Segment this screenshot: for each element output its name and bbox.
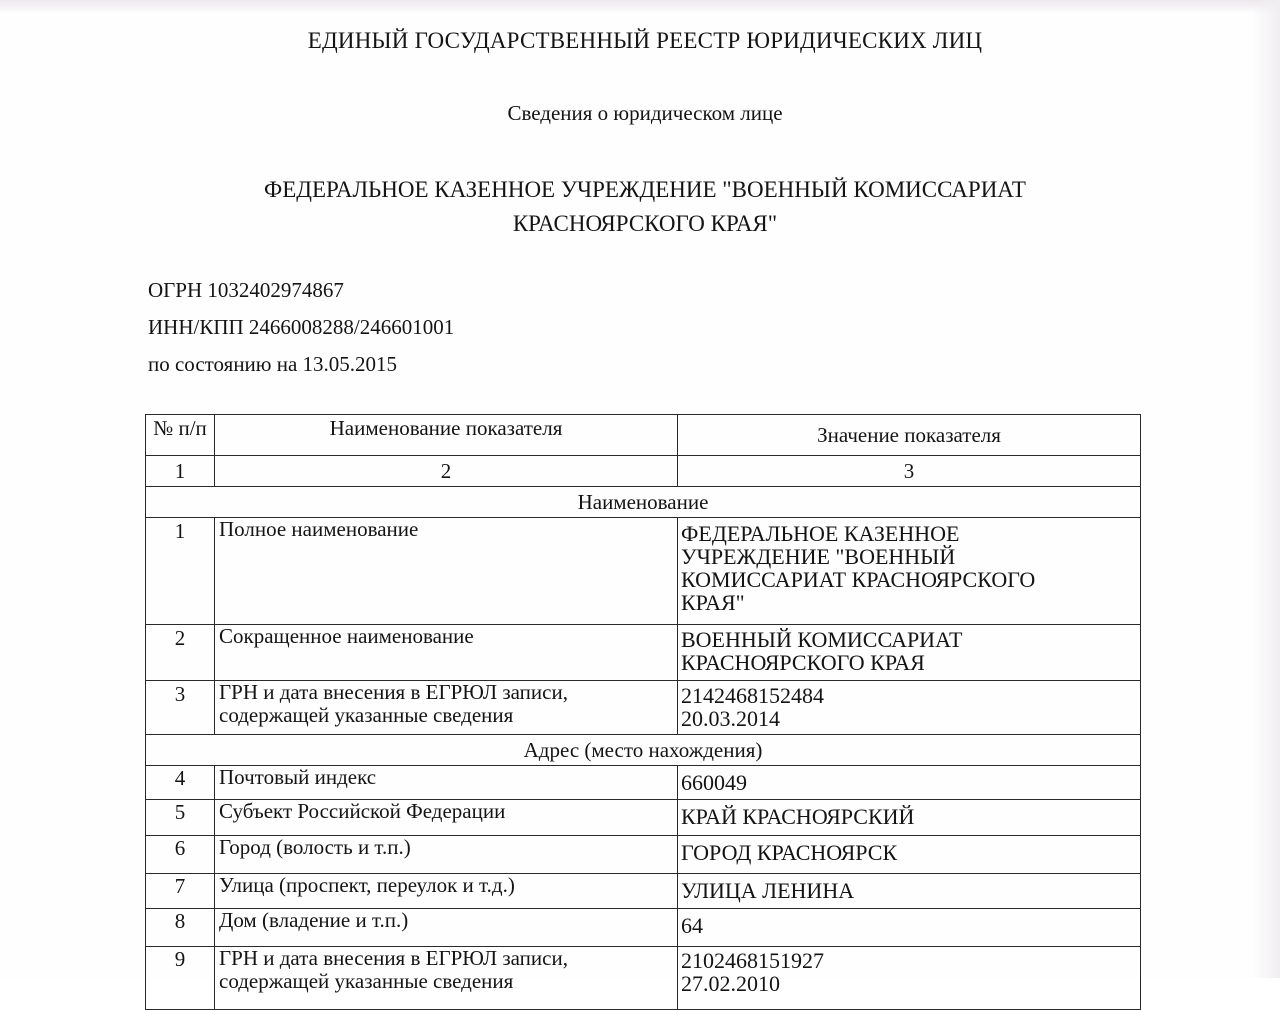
table-row [146,947,1141,1010]
table-row [146,681,1141,735]
indicator-name [215,836,678,874]
indicator-value-line: 20.03.2014 [681,706,780,731]
table-row [146,625,1141,681]
indicator-value [678,766,1141,800]
table-header-row [146,415,1141,456]
indicator-value-line: ГОРОД КРАСНОЯРСК [681,840,898,865]
indicator-name-line: Почтовый индекс [219,765,377,789]
section-header-row [146,735,1141,766]
indicator-value-line: КРАЯ" [681,590,745,615]
column-number: 1 [146,456,215,487]
table-row [146,766,1141,800]
indicator-name-line: Дом (владение и т.п.) [219,908,409,932]
indicator-value-line: 64 [681,913,703,938]
indicator-name-line: Полное наименование [219,517,419,541]
indicator-name-line: Город (волость и т.п.) [219,835,411,859]
indicator-value-line: ВОЕННЫЙ КОМИССАРИАТ [681,627,963,652]
table-row [146,836,1141,874]
column-number: 3 [678,456,1141,487]
indicator-value-line: УЧРЕЖДЕНИЕ "ВОЕННЫЙ [681,544,956,569]
row-number: 1 [146,518,215,625]
indicator-value [678,681,1141,735]
registry-title: ЕДИНЫЙ ГОСУДАРСТВЕННЫЙ РЕЕСТР ЮРИДИЧЕСКИХ ЛИЦ [307,28,983,53]
as-of-date-line: по состоянию на 13.05.2015 [148,352,398,376]
inn-kpp-line: ИНН/КПП 2466008288/246601001 [148,315,455,339]
organization-name-line-1: ФЕДЕРАЛЬНОЕ КАЗЕННОЕ УЧРЕЖДЕНИЕ "ВОЕННЫЙ КОМИССАРИАТ [264,177,1026,202]
header-number: № п/п [146,415,215,456]
indicator-name [215,518,678,625]
row-number: 7 [146,874,215,909]
column-number: 2 [215,456,678,487]
indicator-name [215,947,678,1010]
document-subtitle: Сведения о юридическом лице [507,101,783,125]
header-indicator-value: Значение показателя [678,415,1141,456]
indicator-name-line: содержащей указанные сведения [219,969,514,993]
table-row [146,909,1141,947]
indicator-value [678,518,1141,625]
indicator-value [678,836,1141,874]
organization-name [200,173,1090,241]
header-indicator-name: Наименование показателя [215,415,678,456]
indicator-value [678,625,1141,681]
column-numbers-row [146,456,1141,487]
scan-edge-shadow [1252,0,1280,978]
indicator-name-line: Сокращенное наименование [219,624,474,648]
indicator-name [215,874,678,909]
row-number: 3 [146,681,215,735]
row-number: 8 [146,909,215,947]
ogrn-line: ОГРН 1032402974867 [148,278,344,302]
section-title: Наименование [146,487,1141,518]
indicator-name-line: ГРН и дата внесения в ЕГРЮЛ записи, [219,680,568,704]
indicator-value [678,909,1141,947]
indicator-name-line: ГРН и дата внесения в ЕГРЮЛ записи, [219,946,568,970]
indicator-value [678,800,1141,836]
indicator-name [215,681,678,735]
row-number: 6 [146,836,215,874]
table-row [146,518,1141,625]
scan-shadow [0,0,1280,14]
indicator-value-line: КРАЙ КРАСНОЯРСКИЙ [681,804,915,829]
indicator-value [678,874,1141,909]
registry-table [145,414,1141,1010]
indicator-name [215,625,678,681]
indicator-value-line: УЛИЦА ЛЕНИНА [681,878,855,903]
indicator-name [215,766,678,800]
table-row [146,874,1141,909]
indicator-value-line: 660049 [681,770,747,795]
indicator-name-line: Улица (проспект, переулок и т.д.) [219,873,515,897]
indicator-value-line: 2142468152484 [681,683,824,708]
row-number: 2 [146,625,215,681]
row-number: 4 [146,766,215,800]
indicator-value-line: ФЕДЕРАЛЬНОЕ КАЗЕННОЕ [681,521,960,546]
row-number: 9 [146,947,215,1010]
section-title: Адрес (место нахождения) [146,735,1141,766]
indicator-name-line: Субъект Российской Федерации [219,799,506,823]
row-number: 5 [146,800,215,836]
indicator-name [215,909,678,947]
indicator-name [215,800,678,836]
indicator-name-line: содержащей указанные сведения [219,703,514,727]
indicator-value-line: 2102468151927 [681,948,824,973]
indicator-value-line: 27.02.2010 [681,971,780,996]
table-row [146,800,1141,836]
section-header-row [146,487,1141,518]
indicator-value [678,947,1141,1010]
organization-name-line-2: КРАСНОЯРСКОГО КРАЯ" [512,211,778,236]
indicator-value-line: КОМИССАРИАТ КРАСНОЯРСКОГО [681,567,1036,592]
indicator-value-line: КРАСНОЯРСКОГО КРАЯ [681,650,925,675]
